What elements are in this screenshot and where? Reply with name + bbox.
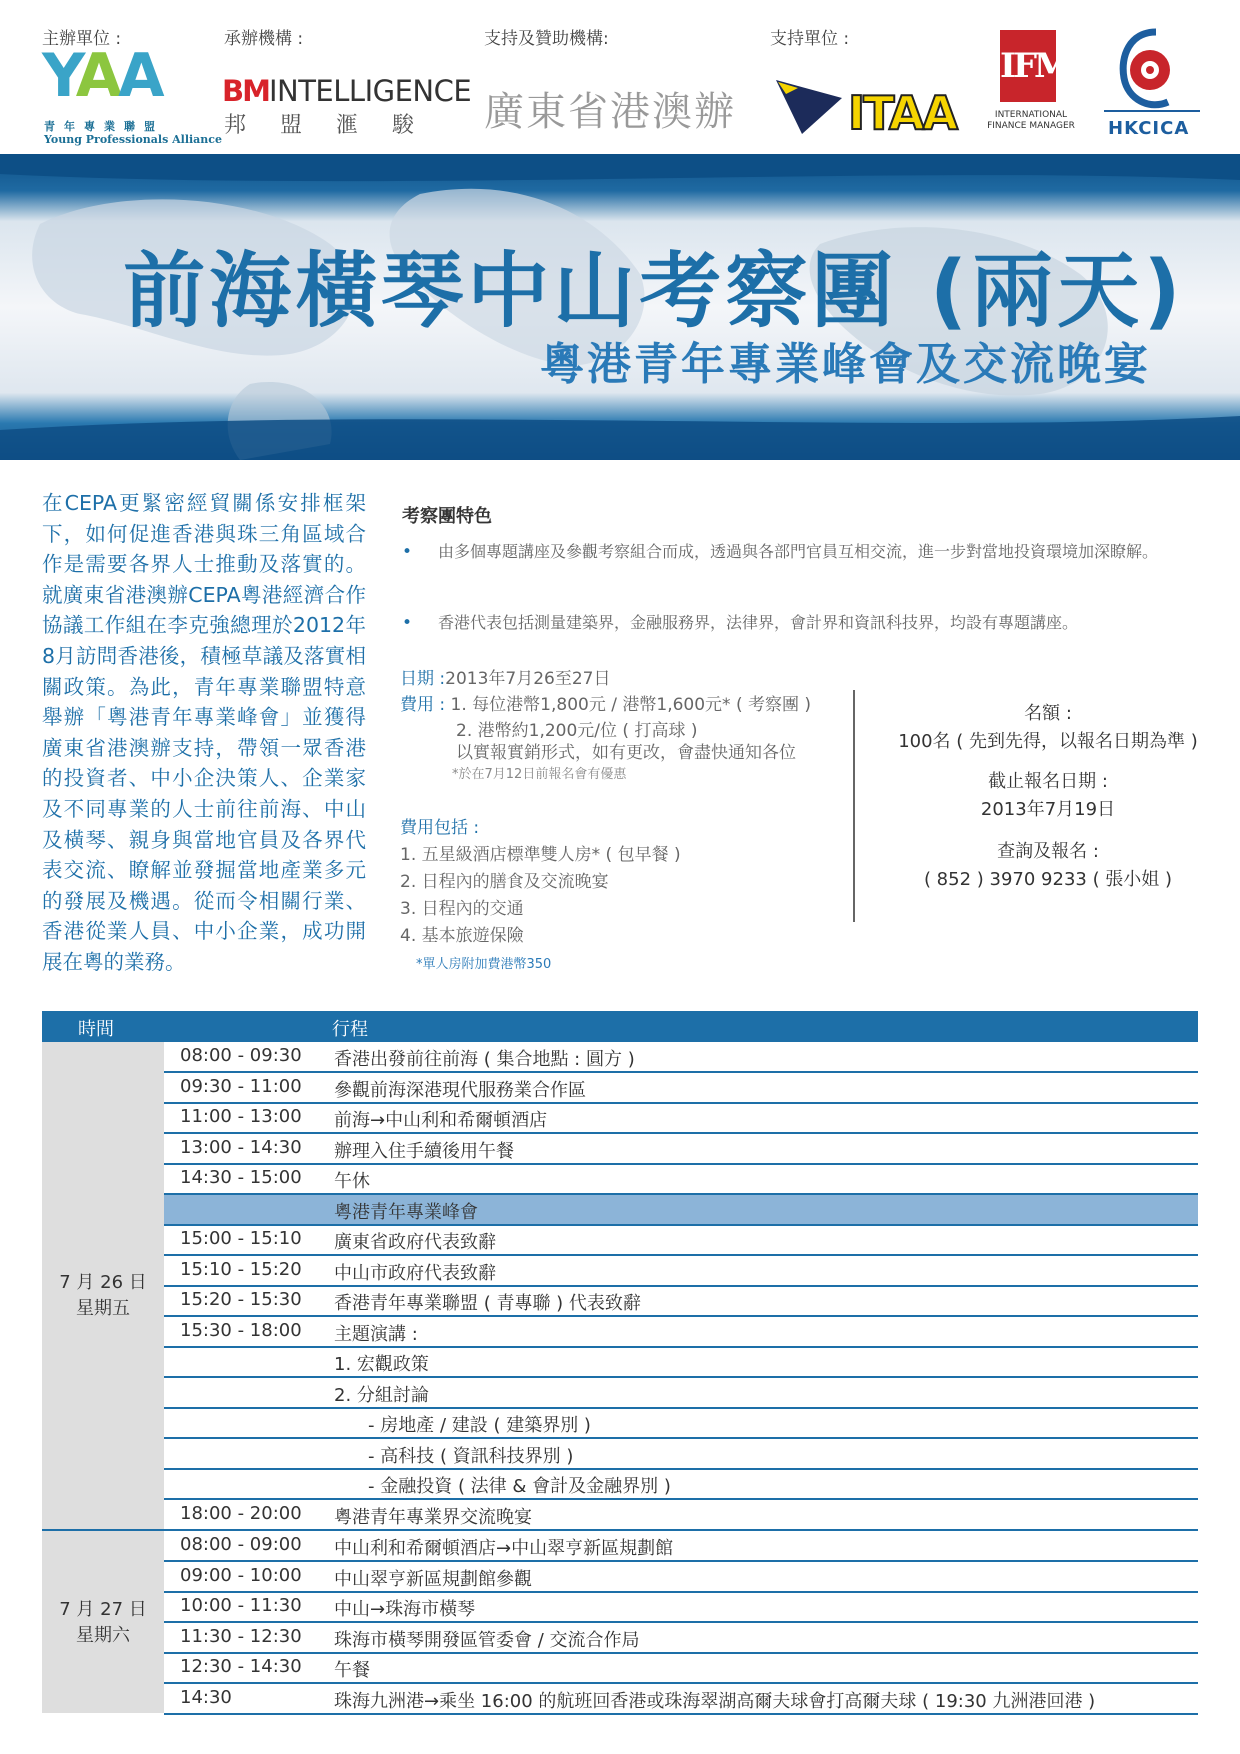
fee-line-3: 以實報實銷形式，如有更改，會盡快通知各位 (456, 743, 796, 763)
row-time: 15:20 - 15:30 (180, 1289, 302, 1310)
schedule-row (164, 1408, 1198, 1439)
yaa-letter-y: Y (42, 41, 76, 111)
schedule-row (164, 1042, 1198, 1073)
day2-cell (42, 1531, 164, 1713)
gd-office-logo: 廣東省港澳辦 (484, 89, 736, 135)
schedule-row (164, 1653, 1198, 1684)
bm-mark: BM (222, 74, 269, 108)
row-activity: 珠海九洲港→乘坐 16:00 的航班回香港或珠海翠湖高爾夫球會打高爾夫球 ( 19:30 九洲港回港 ) (334, 1690, 1096, 1712)
schedule-row (164, 1256, 1198, 1287)
row-time: 09:30 - 11:00 (180, 1075, 302, 1097)
itaa-logo: ITAA (848, 86, 957, 140)
date-line (400, 666, 610, 692)
inclusion-item: 1. 五星級酒店標準雙人房* ( 包早餐 ) (400, 845, 681, 865)
schedule-row (164, 1073, 1198, 1104)
row-time: 08:00 - 09:30 (180, 1045, 302, 1066)
intro-paragraph: 在CEPA更緊密經貿關係安排框架下，如何促進香港與珠三角區域合作是需要各界人士推動及落實的。就廣東省港澳辦CEPA粵港經濟合作協議工作組在李克強總理於2012年8月訪問香港後，積極草議及落實相關政策。為此，青年專業聯盟特意舉辦「粵港青年專業峰會」並獲得廣東省港澳辦支持，帶領一眾香港的投資者、中小企決策人、企業家及不同專業的人士前往前海、中山及橫琴、親身與當地官員及各界代表交流、瞭解並發掘當地產業多元的發展及機遇。從而令相關行業、香港從業人員、中小企業，成功開展在粵的業務。 (42, 491, 366, 974)
row-activity: 中山市政府代表致辭 (334, 1262, 496, 1284)
schedule-header (42, 1011, 1198, 1042)
bm-name: INTELLIGENCE (268, 74, 472, 108)
row-activity: 午餐 (334, 1660, 370, 1681)
schedule-row (164, 1103, 1198, 1134)
yaa-cn-name: 青年專業聯盟 (44, 120, 164, 133)
row-activity: 參觀前海深港現代服務業合作區 (334, 1079, 586, 1101)
hkcica-emblem-icon (1116, 26, 1180, 112)
yaa-letter-a2: A (118, 41, 161, 111)
day1-cell (42, 1042, 164, 1531)
schedule-row (164, 1134, 1198, 1165)
bm-cn-name: 邦盟滙駿 (224, 113, 449, 138)
row-activity: 香港青年專業聯盟 ( 青專聯 ) 代表致辭 (334, 1293, 641, 1314)
page-subtitle: 粵港青年專業峰會及交流晚宴 (540, 339, 1151, 390)
header-activity: 行程 (332, 1019, 368, 1040)
row-activity: 中山→珠海市橫琴 (334, 1599, 476, 1620)
schedule-row (164, 1562, 1198, 1593)
ifm-caption: INTERNATIONAL FINANCE MANAGER (987, 110, 1075, 131)
row-activity: 主題演講 : (334, 1323, 418, 1345)
single-room-note: *單人房附加費港幣350 (416, 957, 552, 972)
contact-value: ( 852 ) 3970 9233 ( 張小姐 ) (923, 869, 1173, 890)
feature-item: • 由多個專題講座及參觀考察組合而成，透過與各部門官員互相交流，進一步對當地投資環境加深瞭解。 (402, 538, 1162, 594)
schedule-row (164, 1439, 1198, 1470)
schedule-row (164, 1347, 1198, 1378)
day1-weekday: 星期五 (76, 1298, 130, 1319)
row-activity: - 房地產 / 建設 ( 建築界別 ) (368, 1415, 591, 1436)
row-time: 08:00 - 09:00 (180, 1534, 302, 1555)
row-activity: - 高科技 ( 資訊科技界別 ) (368, 1445, 574, 1467)
row-activity: 珠海市橫琴開發區管委會 / 交流合作局 (334, 1629, 640, 1651)
schedule-row (164, 1164, 1198, 1195)
row-time: 15:30 - 18:00 (180, 1319, 302, 1341)
inclusions-label: 費用包括 : (400, 818, 480, 838)
quota-label: 名額 : (1024, 703, 1072, 724)
row-time: 12:30 - 14:30 (180, 1656, 302, 1677)
hkcica-divider (1104, 110, 1200, 112)
row-activity: 中山翠亨新區規劃館參觀 (334, 1568, 532, 1590)
row-activity: 香港出發前往前海 ( 集合地點 : 圓方 ) (334, 1049, 635, 1070)
row-time: 18:00 - 20:00 (180, 1502, 302, 1524)
fee-note: *於在7月12日前報名會有優惠 (452, 767, 627, 782)
row-activity: - 金融投資 ( 法律 & 會計及金融界別 ) (368, 1476, 671, 1497)
itaa-star-icon (772, 58, 852, 138)
quota-value: 100名 ( 先到先得，以報名日期為準 ) (898, 731, 1198, 752)
inclusion-item: 3. 日程內的交通 (400, 899, 524, 919)
row-activity: 辦理入住手續後用午餐 (334, 1140, 514, 1162)
supporter-label: 支持及贊助機構: (484, 29, 609, 49)
schedule-row (164, 1500, 1198, 1531)
bm-intelligence-logo (222, 74, 471, 108)
ifm-logo: IFM (1000, 30, 1056, 102)
row-time: 09:00 - 10:00 (180, 1564, 302, 1586)
yaa-en-name: Young Professionals Alliance (44, 133, 223, 146)
fee-line-2: 2. 港幣約1,200元/位 ( 打高球 ) (456, 721, 698, 741)
inclusion-item: 4. 基本旅遊保險 (400, 926, 524, 946)
schedule-row (164, 1317, 1198, 1348)
support-unit-label: 支持單位 : (770, 29, 850, 49)
yaa-letter-a1: A (75, 41, 119, 111)
row-activity: 粵港青年專業峰會 (334, 1201, 478, 1223)
schedule-row (164, 1286, 1198, 1317)
row-activity: 前海→中山利和希爾頓酒店 (334, 1110, 548, 1131)
schedule-row (164, 1592, 1198, 1623)
feature-item: • 香港代表包括測量建築界，金融服務界，法律界，會計界和資訊科技界，均設有專題講座。 (402, 609, 1162, 637)
row-time: 14:30 - 15:00 (180, 1167, 302, 1188)
date-value: 2013年7月26至27日 (445, 669, 611, 689)
features-title: 考察團特色 (402, 506, 492, 527)
info-divider (853, 690, 855, 922)
contact-label: 查詢及報名 : (997, 841, 1099, 862)
fee-label: 費用 : (400, 695, 446, 715)
day2-weekday: 星期六 (76, 1625, 130, 1646)
row-time: 15:00 - 15:10 (180, 1228, 302, 1249)
bullet-icon: • (402, 613, 413, 633)
schedule-row (164, 1225, 1198, 1256)
fee-line-1: 費用 : 1. 每位港幣1,800元 / 港幣1,600元* ( 考察團 ) (400, 695, 812, 715)
schedule-row (164, 1195, 1198, 1226)
day1-date: 7 月 26 日 (59, 1272, 147, 1293)
row-time: 15:10 - 15:20 (180, 1258, 302, 1280)
header-time: 時間 (78, 1019, 114, 1040)
deadline-value: 2013年7月19日 (980, 799, 1116, 820)
row-time: 14:30 (180, 1686, 232, 1708)
schedule-row (164, 1378, 1198, 1409)
row-activity: 1. 宏觀政策 (334, 1354, 429, 1375)
row-time: 13:00 - 14:30 (180, 1136, 302, 1158)
schedule-row (164, 1469, 1198, 1500)
organizer-label: 主辦單位 : (42, 29, 122, 49)
row-activity: 2. 分組討論 (334, 1384, 429, 1406)
co-organizer-label: 承辦機構 : (224, 29, 304, 49)
yaa-logo (42, 41, 161, 111)
deadline-label: 截止報名日期 : (988, 771, 1108, 792)
page-title: 前海橫琴中山考察團 (兩天) (123, 244, 1185, 339)
inclusion-item: 2. 日程內的膳食及交流晚宴 (400, 872, 609, 892)
schedule-row (164, 1623, 1198, 1654)
bullet-icon: • (402, 542, 413, 562)
schedule-row (164, 1531, 1198, 1562)
row-activity: 中山利和希爾頓酒店→中山翠亨新區規劃館 (334, 1538, 674, 1559)
row-activity: 午休 (334, 1171, 370, 1192)
schedule-row (164, 1684, 1198, 1715)
row-time: 11:30 - 12:30 (180, 1625, 302, 1647)
row-time: 10:00 - 11:30 (180, 1595, 302, 1616)
row-time: 11:00 - 13:00 (180, 1106, 302, 1127)
row-activity: 廣東省政府代表致辭 (334, 1232, 496, 1253)
date-label: 日期 : (400, 669, 446, 689)
day2-date: 7 月 27 日 (59, 1599, 147, 1620)
hkcica-name: HKCICA (1108, 118, 1190, 139)
row-activity: 粵港青年專業界交流晚宴 (334, 1506, 532, 1528)
